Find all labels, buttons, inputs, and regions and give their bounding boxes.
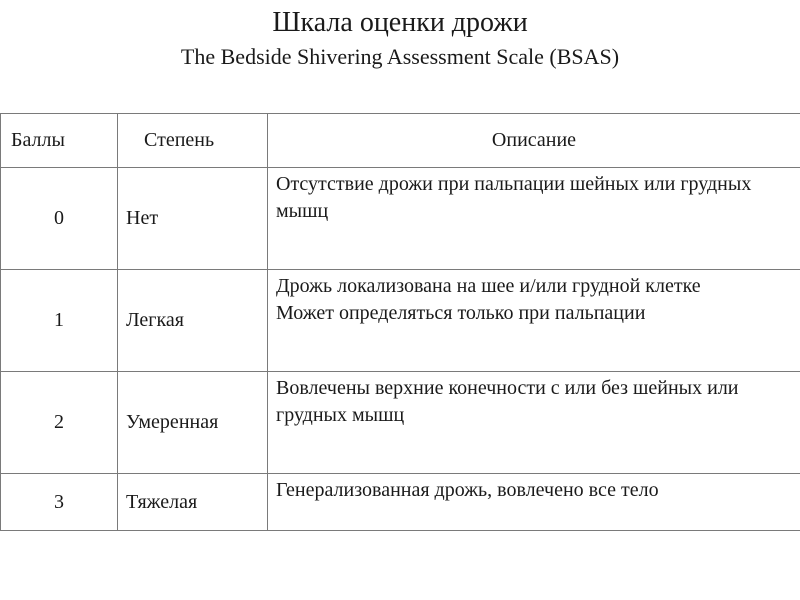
header-score: Баллы	[1, 114, 118, 168]
page-title: Шкала оценки дрожи	[272, 7, 528, 38]
cell-score: 0	[1, 168, 118, 270]
description-line: Отсутствие дрожи при пальпации шейных или грудных мышц	[276, 173, 752, 222]
cell-description	[268, 168, 800, 270]
header-degree: Степень	[118, 114, 268, 168]
table-row	[1, 168, 800, 270]
description-line: Генерализованная дрожь, вовлечено все тело	[276, 479, 659, 501]
table-header-row	[1, 114, 800, 168]
cell-score: 2	[1, 372, 118, 474]
bsas-table	[0, 113, 800, 531]
cell-description	[268, 270, 800, 372]
description-line: Дрожь локализована на шее и/или грудной клетке	[276, 275, 701, 297]
cell-degree: Умеренная	[118, 372, 268, 474]
cell-degree: Нет	[118, 168, 268, 270]
title-block	[0, 6, 800, 70]
header-description: Описание	[268, 114, 800, 168]
page-subtitle: The Bedside Shivering Assessment Scale (BSAS)	[180, 44, 620, 69]
cell-degree: Легкая	[118, 270, 268, 372]
description-line: Вовлечены верхние конечности с или без шейных или грудных мышц	[276, 377, 739, 426]
cell-score: 3	[1, 474, 118, 531]
description-line: Может определяться только при пальпации	[276, 302, 646, 324]
table-row	[1, 372, 800, 474]
cell-degree: Тяжелая	[118, 474, 268, 531]
cell-description	[268, 474, 800, 531]
cell-description	[268, 372, 800, 474]
cell-score: 1	[1, 270, 118, 372]
table-row	[1, 474, 800, 531]
table-row	[1, 270, 800, 372]
